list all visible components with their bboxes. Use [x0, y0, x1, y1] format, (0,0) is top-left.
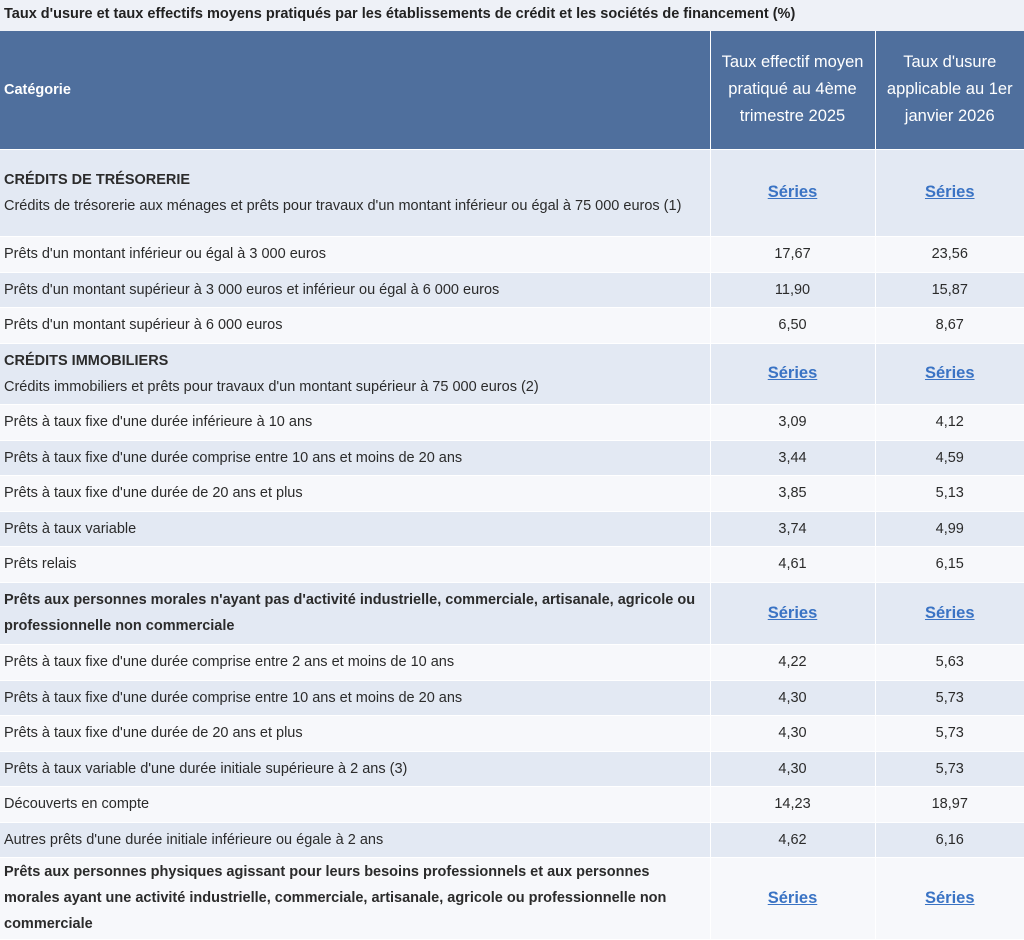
- table-row: [0, 236, 1024, 272]
- section-title: CRÉDITS IMMOBILIERS: [4, 352, 169, 369]
- average-rate-value: 3,85: [710, 475, 875, 511]
- column-header-average-rate: Taux effectif moyen pratiqué au 4ème trimestre 2025: [710, 31, 875, 149]
- table-row: [0, 511, 1024, 546]
- usury-rate-value: 18,97: [875, 786, 1024, 822]
- section-description: Crédits de trésorerie aux ménages et prêts pour travaux d'un montant inférieur ou égal à 75 000 euros (1): [4, 197, 682, 214]
- row-label: Prêts à taux fixe d'une durée de 20 ans et plus: [0, 475, 710, 511]
- row-label: Découverts en compte: [0, 786, 710, 822]
- usury-rate-value: 4,99: [875, 511, 1024, 546]
- average-rate-value: 3,09: [710, 404, 875, 440]
- row-label: Prêts à taux variable d'une durée initiale supérieure à 2 ans (3): [0, 751, 710, 786]
- row-label: Prêts relais: [0, 546, 710, 582]
- section-cell: [0, 343, 710, 404]
- table-row: [0, 440, 1024, 475]
- usury-rate-value: 5,73: [875, 680, 1024, 715]
- average-rate-value: 4,62: [710, 822, 875, 857]
- section-header-row: [0, 149, 1024, 236]
- page-title: Taux d'usure et taux effectifs moyens pratiqués par les établissements de crédit et les sociétés de financement (%): [0, 0, 1024, 31]
- series-link-average-rate[interactable]: Séries: [767, 603, 818, 622]
- section-cell: [0, 149, 710, 236]
- average-rate-value: 3,44: [710, 440, 875, 475]
- usury-rate-value: 5,63: [875, 644, 1024, 680]
- row-label: Prêts à taux fixe d'une durée inférieure à 10 ans: [0, 404, 710, 440]
- series-link-usury-rate[interactable]: Séries: [924, 603, 975, 622]
- usury-rate-value: 23,56: [875, 236, 1024, 272]
- average-rate-value: 4,61: [710, 546, 875, 582]
- row-label: Prêts d'un montant supérieur à 3 000 euros et inférieur ou égal à 6 000 euros: [0, 272, 710, 307]
- section-title: Prêts aux personnes morales n'ayant pas d'activité industrielle, commerciale, artisanale, agricole ou professionnelle non commerciale: [4, 592, 696, 634]
- series-link-average-rate[interactable]: Séries: [767, 183, 818, 201]
- series-link-average-rate[interactable]: Séries: [767, 888, 818, 907]
- usury-rate-value: 5,13: [875, 475, 1024, 511]
- column-header-category: Catégorie: [0, 31, 710, 149]
- section-cell: [0, 582, 710, 644]
- row-label: Prêts à taux fixe d'une durée comprise entre 10 ans et moins de 20 ans: [0, 440, 710, 475]
- section-header-row: [0, 343, 1024, 404]
- row-label: Autres prêts d'une durée initiale inférieure ou égale à 2 ans: [0, 822, 710, 857]
- table-row: [0, 786, 1024, 822]
- table-row: [0, 404, 1024, 440]
- row-label: Prêts à taux fixe d'une durée comprise entre 10 ans et moins de 20 ans: [0, 680, 710, 715]
- section-header-row: [0, 857, 1024, 939]
- row-label: Prêts à taux fixe d'une durée de 20 ans et plus: [0, 715, 710, 751]
- usury-rate-value: 5,73: [875, 715, 1024, 751]
- usury-rate-value: 8,67: [875, 307, 1024, 343]
- average-rate-value: 11,90: [710, 272, 875, 307]
- average-rate-value: 17,67: [710, 236, 875, 272]
- table-row: [0, 307, 1024, 343]
- average-rate-value: 4,30: [710, 715, 875, 751]
- table-row: [0, 680, 1024, 715]
- row-label: Prêts d'un montant supérieur à 6 000 euros: [0, 307, 710, 343]
- table-row: [0, 546, 1024, 582]
- average-rate-value: 14,23: [710, 786, 875, 822]
- series-link-usury-rate[interactable]: Séries: [924, 364, 975, 382]
- series-link-average-rate[interactable]: Séries: [767, 364, 818, 382]
- table-row: [0, 715, 1024, 751]
- column-header-usury-rate: Taux d'usure applicable au 1er janvier 2026: [875, 31, 1024, 149]
- section-description: Crédits immobiliers et prêts pour travaux d'un montant supérieur à 75 000 euros (2): [4, 378, 539, 395]
- series-link-usury-rate[interactable]: Séries: [924, 888, 975, 907]
- average-rate-value: 3,74: [710, 511, 875, 546]
- section-title: CRÉDITS DE TRÉSORERIE: [4, 171, 191, 188]
- usury-rate-value: 5,73: [875, 751, 1024, 786]
- table-row: [0, 644, 1024, 680]
- section-header-row: [0, 582, 1024, 644]
- usury-rate-value: 15,87: [875, 272, 1024, 307]
- usury-rate-value: 4,12: [875, 404, 1024, 440]
- section-title: Prêts aux personnes physiques agissant pour leurs besoins professionnels et aux personnes morales ayant une activité industrielle, commerciale, artisanale, agricole ou professionnelle non commerciale: [4, 864, 667, 932]
- average-rate-value: 4,22: [710, 644, 875, 680]
- usury-rate-value: 4,59: [875, 440, 1024, 475]
- usury-rate-value: 6,16: [875, 822, 1024, 857]
- table-header-row: [0, 31, 1024, 149]
- average-rate-value: 6,50: [710, 307, 875, 343]
- row-label: Prêts à taux variable: [0, 511, 710, 546]
- average-rate-value: 4,30: [710, 680, 875, 715]
- table-row: [0, 272, 1024, 307]
- table-row: [0, 822, 1024, 857]
- rates-table: [0, 31, 1024, 940]
- series-link-usury-rate[interactable]: Séries: [924, 183, 975, 201]
- table-row: [0, 475, 1024, 511]
- row-label: Prêts à taux fixe d'une durée comprise entre 2 ans et moins de 10 ans: [0, 644, 710, 680]
- average-rate-value: 4,30: [710, 751, 875, 786]
- usury-rate-value: 6,15: [875, 546, 1024, 582]
- row-label: Prêts d'un montant inférieur ou égal à 3 000 euros: [0, 236, 710, 272]
- section-cell: [0, 857, 710, 939]
- table-row: [0, 751, 1024, 786]
